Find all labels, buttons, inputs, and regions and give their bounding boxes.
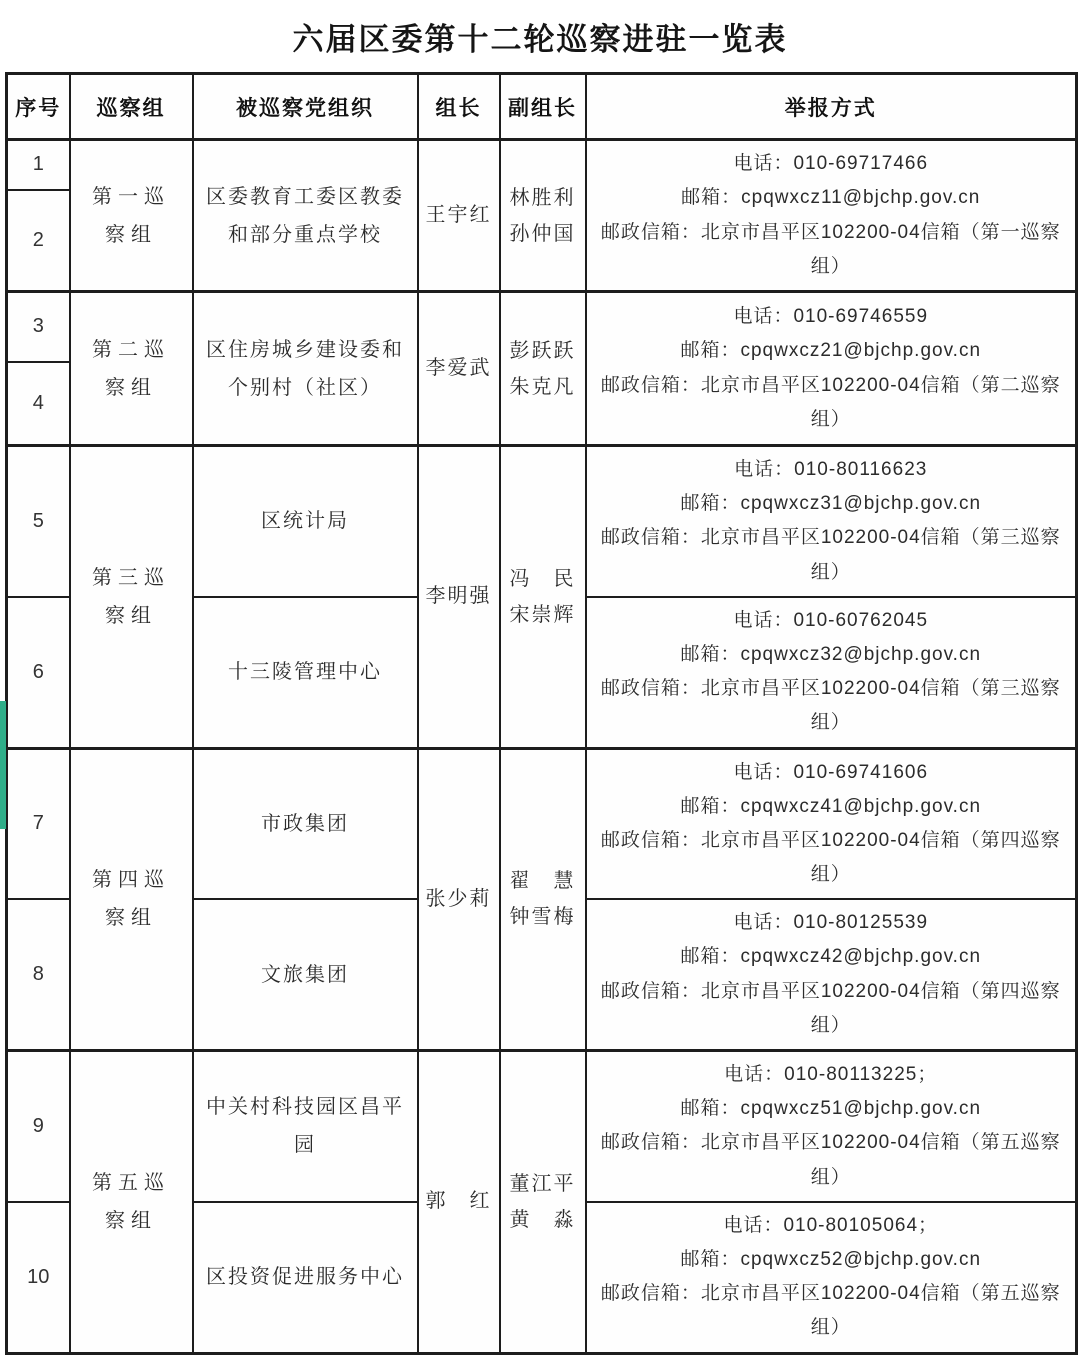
deputy-cell: [500, 446, 586, 749]
report-phone: 电话：010-80125539: [733, 912, 929, 934]
header-no: 序号: [7, 74, 70, 140]
org-cell: 中关村科技园区昌平园: [193, 1051, 418, 1202]
deputy-cell: [500, 1051, 586, 1354]
row-no: 4: [7, 362, 70, 446]
report-postal: 邮政信箱：北京市昌平区102200-04信箱（第二巡察组）: [600, 374, 1061, 430]
row-no: 8: [7, 899, 70, 1050]
org-cell: 十三陵管理中心: [193, 597, 418, 748]
leader-cell: 李明强: [418, 446, 500, 749]
table-row: [7, 140, 1077, 190]
report-phone: 电话：010-80105064；: [723, 1214, 939, 1236]
org-cell: 区住房城乡建设委和个别村（社区）: [193, 292, 418, 446]
header-deputy: 副组长: [500, 74, 586, 140]
report-cell: [586, 899, 1077, 1050]
report-cell: [586, 1051, 1077, 1202]
org-cell: 区投资促进服务中心: [193, 1202, 418, 1353]
header-group: 巡察组: [70, 74, 193, 140]
leader-cell: 郭 红: [418, 1051, 500, 1354]
report-postal: 邮政信箱：北京市昌平区102200-04信箱（第四巡察组）: [600, 829, 1061, 886]
report-phone: 电话：010-69717466: [733, 153, 929, 175]
deputy-name: 黄 淼: [509, 1208, 576, 1231]
report-phone: 电话：010-69746559: [733, 306, 929, 328]
report-cell: [586, 1202, 1077, 1353]
org-cell: 文旅集团: [193, 899, 418, 1050]
org-cell: 区委教育工委区教委和部分重点学校: [193, 140, 418, 292]
row-no: 7: [7, 748, 70, 899]
header-row: [7, 74, 1077, 140]
leader-cell: 王宇红: [418, 140, 500, 292]
report-postal: 邮政信箱：北京市昌平区102200-04信箱（第三巡察组）: [600, 527, 1061, 583]
report-postal: 邮政信箱：北京市昌平区102200-04信箱（第五巡察组）: [600, 1132, 1061, 1188]
group-name-cell: 第四巡察组: [70, 748, 193, 1051]
group-name-cell: 第三巡察组: [70, 446, 193, 749]
deputy-name: 董江平: [509, 1172, 576, 1195]
leader-cell: 张少莉: [418, 748, 500, 1051]
group-name-cell: 第一巡察组: [70, 140, 193, 292]
header-report: 举报方式: [586, 74, 1077, 140]
report-postal: 邮政信箱：北京市昌平区102200-04信箱（第三巡察组）: [600, 678, 1061, 734]
deputy-cell: [500, 292, 586, 446]
header-org: 被巡察党组织: [193, 74, 418, 140]
report-email: 邮箱：cpqwxcz21@bjchp.gov.cn: [680, 340, 982, 362]
deputy-name: 彭跃跃: [509, 339, 576, 362]
deputy-name: 朱克凡: [509, 375, 576, 398]
deputy-cell: [500, 748, 586, 1051]
report-email: 邮箱：cpqwxcz11@bjchp.gov.cn: [681, 187, 981, 209]
deputy-name: 宋崇辉: [509, 603, 576, 626]
table-row: [7, 748, 1077, 899]
inspection-roster-table: [5, 72, 1078, 1355]
report-postal: 邮政信箱：北京市昌平区102200-04信箱（第五巡察组）: [600, 1283, 1061, 1339]
report-phone: 电话：010-69741606: [733, 761, 929, 783]
row-no: 5: [7, 446, 70, 597]
page-title: 六届区委第十二轮巡察进驻一览表: [292, 21, 788, 57]
deputy-name: 林胜利: [509, 186, 576, 209]
report-phone: 电话：010-80113225；: [724, 1064, 938, 1085]
row-no: 10: [7, 1202, 70, 1353]
group-name-cell: 第二巡察组: [70, 292, 193, 446]
title-bar: [0, 0, 1080, 72]
report-email: 邮箱：cpqwxcz31@bjchp.gov.cn: [680, 493, 982, 515]
deputy-cell: [500, 140, 586, 292]
deputy-name: 冯 民: [509, 567, 576, 590]
report-phone: 电话：010-60762045: [733, 609, 929, 631]
org-cell: 市政集团: [193, 748, 418, 899]
table-row: [7, 1051, 1077, 1202]
org-cell: 区统计局: [193, 446, 418, 597]
row-no: 3: [7, 292, 70, 362]
report-cell: [586, 597, 1077, 748]
report-email: 邮箱：cpqwxcz42@bjchp.gov.cn: [680, 946, 982, 968]
report-cell: [586, 140, 1077, 292]
report-phone: 电话：010-80116623: [734, 459, 928, 480]
report-cell: [586, 292, 1077, 446]
table-row: [7, 446, 1077, 597]
deputy-name: 钟雪梅: [509, 906, 576, 929]
header-leader: 组长: [418, 74, 500, 140]
report-email: 邮箱：cpqwxcz32@bjchp.gov.cn: [680, 643, 982, 665]
report-email: 邮箱：cpqwxcz52@bjchp.gov.cn: [680, 1248, 982, 1270]
report-postal: 邮政信箱：北京市昌平区102200-04信箱（第四巡察组）: [600, 980, 1061, 1036]
deputy-name: 孙仲国: [509, 222, 576, 245]
deputy-name: 翟 慧: [509, 870, 576, 893]
left-accent-strip: [0, 701, 6, 829]
table-row: [7, 292, 1077, 362]
row-no: 6: [7, 597, 70, 748]
group-name-cell: 第五巡察组: [70, 1051, 193, 1354]
row-no: 1: [7, 140, 70, 190]
leader-cell: 李爱武: [418, 292, 500, 446]
report-cell: [586, 446, 1077, 597]
report-email: 邮箱：cpqwxcz41@bjchp.gov.cn: [680, 795, 982, 817]
row-no: 9: [7, 1051, 70, 1202]
report-email: 邮箱：cpqwxcz51@bjchp.gov.cn: [680, 1098, 982, 1120]
report-postal: 邮政信箱：北京市昌平区102200-04信箱（第一巡察组）: [600, 221, 1061, 277]
report-cell: [586, 748, 1077, 899]
row-no: 2: [7, 190, 70, 292]
